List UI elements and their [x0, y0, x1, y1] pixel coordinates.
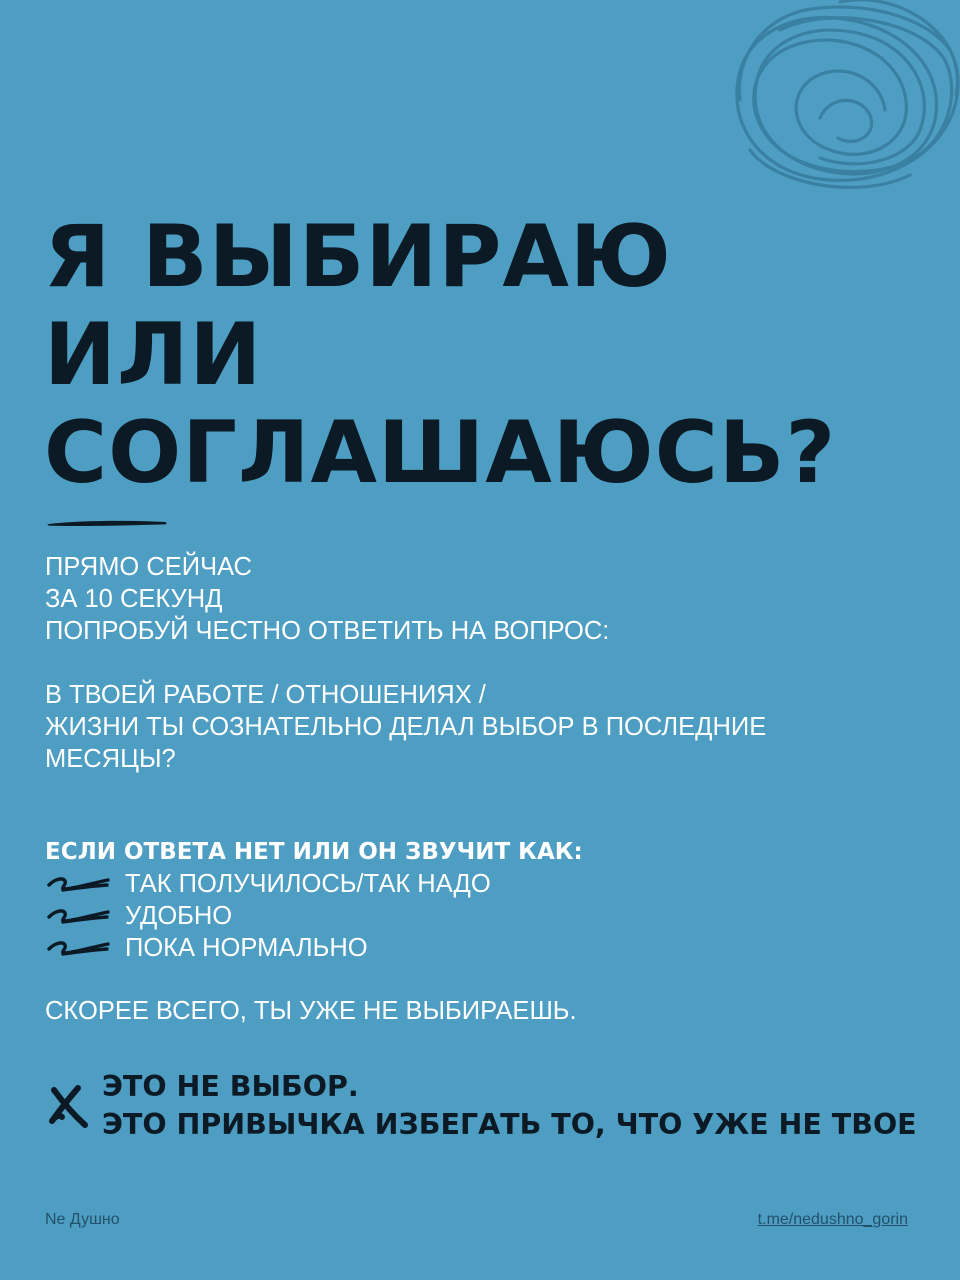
- list-item: [45, 932, 491, 964]
- brush-stroke-icon: [46, 518, 168, 528]
- lead-text: ЕСЛИ ОТВЕТА НЕТ ИЛИ ОН ЗВУЧИТ КАК:: [45, 839, 583, 865]
- conclusion-text: СКОРЕЕ ВСЕГО, ТЫ УЖЕ НЕ ВЫБИРАЕШЬ.: [45, 997, 577, 1025]
- answer-list: [45, 868, 491, 964]
- cross-icon: [48, 1085, 90, 1129]
- title-line-2: ИЛИ: [44, 305, 263, 405]
- final-line-1: ЭТО НЕ ВЫБОР.: [102, 1070, 359, 1103]
- telegram-link[interactable]: t.me/nedushno_gorin: [757, 1211, 908, 1228]
- answer-label: ТАК ПОЛУЧИЛОСЬ/ТАК НАДО: [125, 870, 491, 898]
- question-line-3: МЕСЯЦЫ?: [45, 745, 176, 773]
- intro-text: [45, 551, 609, 647]
- final-statement: [102, 1068, 917, 1144]
- answer-label: УДОБНО: [125, 902, 233, 930]
- title-line-3: СОГЛАШАЮСЬ?: [44, 403, 837, 503]
- brand-label: Ne Душно: [45, 1211, 120, 1228]
- question-text: [45, 679, 766, 775]
- wave-arrow-icon: [45, 905, 111, 927]
- wave-arrow-icon: [45, 937, 111, 959]
- intro-line-2: ЗА 10 СЕКУНД: [45, 585, 223, 613]
- question-line-2: ЖИЗНИ ТЫ СОЗНАТЕЛЬНО ДЕЛАЛ ВЫБОР В ПОСЛЕДНИЕ: [45, 713, 767, 741]
- title-line-1: Я ВЫБИРАЮ: [44, 207, 672, 307]
- final-line-2: ЭТО ПРИВЫЧКА ИЗБЕГАТЬ ТО, ЧТО УЖЕ НЕ ТВОЕ: [102, 1108, 917, 1141]
- scribble-icon: [720, 0, 960, 195]
- list-item: [45, 900, 491, 932]
- question-line-1: В ТВОЕЙ РАБОТЕ / ОТНОШЕНИЯХ /: [45, 681, 486, 709]
- intro-line-1: ПРЯМО СЕЙЧАС: [45, 553, 252, 581]
- intro-line-3: ПОПРОБУЙ ЧЕСТНО ОТВЕТИТЬ НА ВОПРОС:: [45, 617, 610, 645]
- page-title: [44, 208, 836, 502]
- answer-label: ПОКА НОРМАЛЬНО: [125, 934, 368, 962]
- list-item: [45, 868, 491, 900]
- wave-arrow-icon: [45, 873, 111, 895]
